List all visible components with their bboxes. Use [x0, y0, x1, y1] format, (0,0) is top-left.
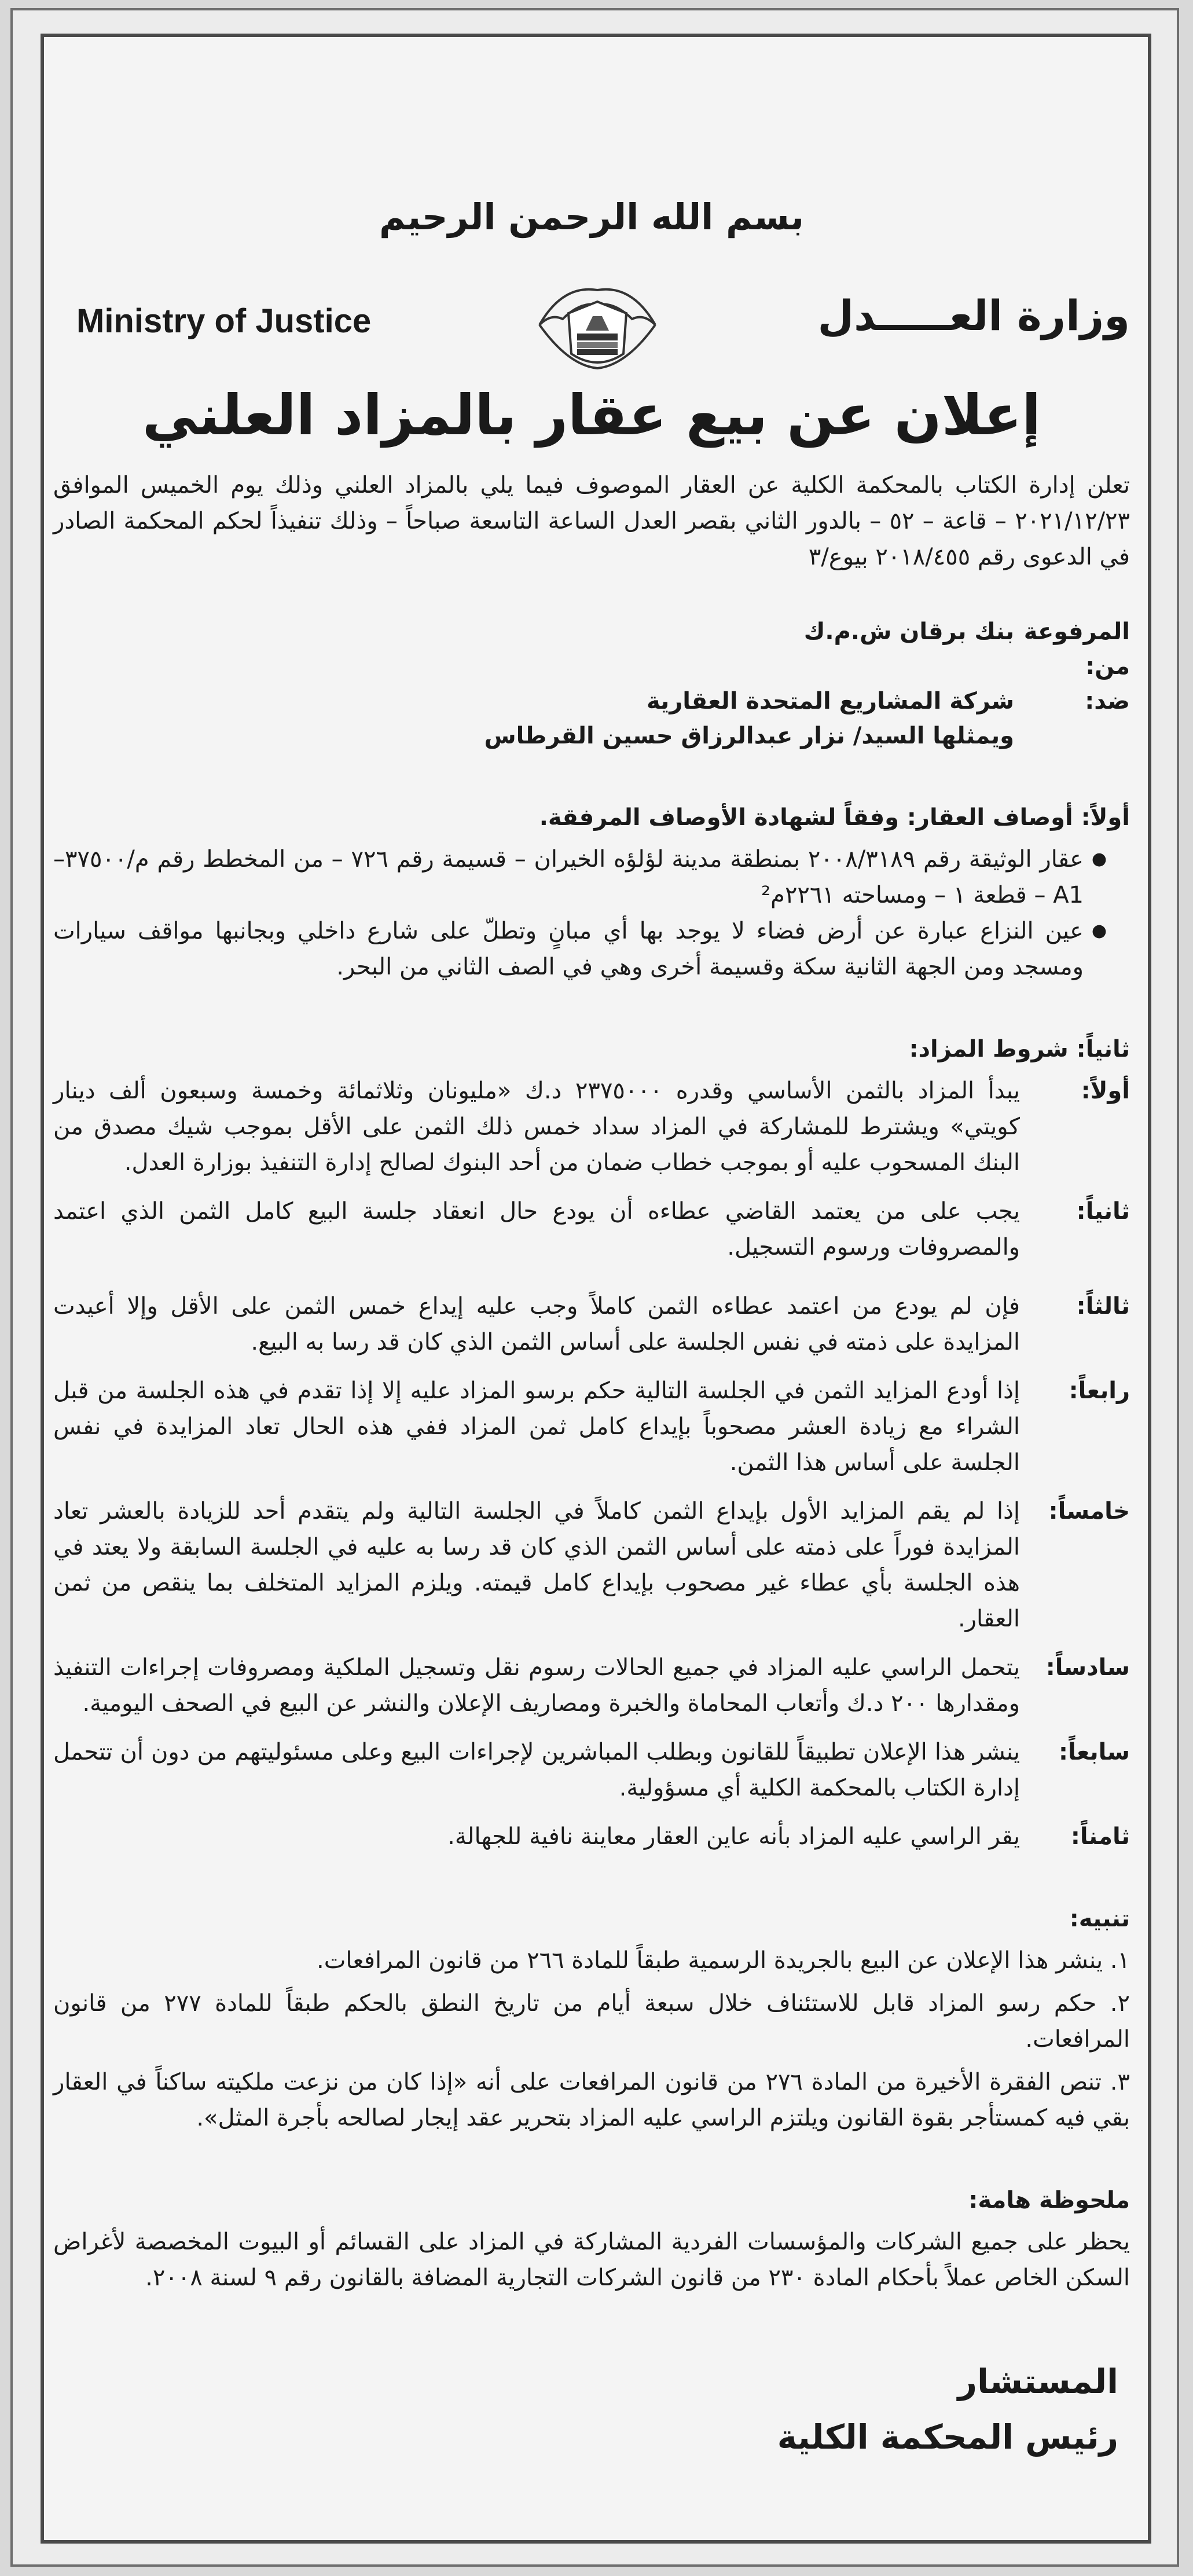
term-label: ثالثاً:	[1076, 1293, 1130, 1320]
party-label: ضد:	[1085, 688, 1130, 714]
party-value: ويمثلها السيد/ نزار عبدالرزاق حسين القرطاس	[484, 723, 1014, 749]
important-note-title: ملحوظة هامة:	[968, 2187, 1130, 2214]
list-item: ٢. حكم رسو المزاد قابل للاستئناف خلال سبعة أيام من تاريخ النطق بالحكم طبقاً للمادة ٢٧٧ من قانون المرافعات.	[53, 1990, 1130, 2053]
list-item: ● عين النزاع عبارة عن أرض فضاء لا يوجد بها أي مبانٍ وتطلّ على شارع داخلي وبجانبها مواقف سيارات ومسجد ومن الجهة الثانية سكة وقسيمة أخرى وهي في الصف الثاني من البحر.	[53, 913, 1107, 985]
term-row	[53, 1193, 1130, 1265]
term-text: يجب على من يعتمد القاضي عطاءه أن يودع حال انعقاد جلسة البيع كامل الثمن الذي اعتمد والمصروفات ورسوم التسجيل.	[53, 1198, 1020, 1260]
party-label	[1014, 719, 1130, 753]
announcement-title: إعلان عن بيع عقار بالمزاد العلني	[142, 383, 1041, 448]
term-text: يبدأ المزاد بالثمن الأساسي وقدره ٢٣٧٥٠٠٠ د.ك «مليونان وثلاثمائة وخمسة وسبعون ألف دينار كويتي» ويشترط للمشاركة في المزاد سداد خمس ذلك الثمن على الأقل بموجب شيك مصدق من البنك المسحوب عليه أو بموجب خطاب ضمان من أحد البنوك لصالح إدارة التنفيذ بوزارة العدل.	[53, 1078, 1021, 1176]
term-label: سادساً:	[1045, 1654, 1130, 1681]
party-value: بنك برقان ش.م.ك	[803, 618, 1014, 645]
term-text: يقر الراسي عليه المزاد بأنه عاين العقار معاينة نافية للجهالة.	[447, 1823, 1020, 1850]
term-text: ينشر هذا الإعلان تطبيقاً للقانون وبطلب المباشرين لإجراءات البيع وعلى مسئوليتهم من دون أن تتحمل إدارة الكتاب بالمحكمة الكلية أي مسؤولية.	[53, 1739, 1020, 1801]
document-content	[53, 196, 1130, 2465]
ministry-name-arabic: وزارة العـــــدل	[817, 291, 1130, 340]
term-label: رابعاً:	[1069, 1377, 1130, 1404]
signature-position: رئيس المحكمة الكلية	[777, 2417, 1118, 2457]
auction-terms-list	[53, 1073, 1130, 1855]
notice-list	[53, 1943, 1130, 2136]
term-label: أولاً:	[1081, 1078, 1130, 1104]
important-note-text: يحظر على جميع الشركات والمؤسسات الفردية المشاركة في المزاد على القسائم أو البيوت المخصصة لأغراض السكن الخاص عملاً بأحكام المادة ٢٣٠ من قانون الشركات التجارية المضافة بالقانون رقم ٩ لسنة ٢٠٠٨.	[53, 2229, 1130, 2291]
auction-terms-title: ثانياً: شروط المزاد:	[909, 1036, 1130, 1062]
term-label: ثانياً:	[1076, 1198, 1130, 1225]
term-row	[53, 1073, 1130, 1181]
term-row	[53, 1734, 1130, 1806]
term-text: إذا لم يقم المزايد الأول بإيداع الثمن كاملاً في الجلسة التالية ولم يتقدم أحد للزيادة بالعشر تعاد المزايدة فوراً على ذمته على أساس الثمن الذي كان قد رسا به عليه في الجلسة السابقة ولا يعتد في هذه الجلسة بأي عطاء غير مصحوب بإيداع كامل قيمته. ويلزم المزايد المتخلف بما ينقص من ثمن العقار.	[53, 1498, 1020, 1632]
list-item: ١. ينشر هذا الإعلان عن البيع بالجريدة الرسمية طبقاً للمادة ٢٦٦ من قانون المرافعات.	[317, 1947, 1130, 1974]
ministry-name-english: Ministry of Justice	[76, 302, 372, 340]
page-frame	[10, 8, 1179, 2567]
term-text: إذا أودع المزايد الثمن في الجلسة التالية حكم برسو المزاد عليه إلا إذا تقدم في هذه الجلسة من قبل الشراء مع زيادة العشر مصحوباً بإيداع كامل ثمن المزاد ففي هذه الحال تعاد المزايدة في نفس الجلسة على أساس هذا الثمن.	[53, 1377, 1020, 1476]
term-row	[53, 1650, 1130, 1721]
property-description-list	[53, 841, 1130, 985]
list-item: ● عقار الوثيقة رقم ٢٠٠٨/٣١٨٩ بمنطقة مدينة لؤلؤه الخيران – قسيمة رقم ٧٢٦ – من المخطط رقم م/٣٧٥٠٠–A1 – قطعة ١ – ومساحته ٢٢٦١م²	[53, 841, 1107, 913]
notice-title: تنبيه:	[1069, 1906, 1130, 1932]
term-row	[53, 1373, 1130, 1481]
parties-block	[53, 614, 1130, 753]
term-label: ثامناً:	[1070, 1823, 1130, 1850]
term-text: فإن لم يودع من اعتمد عطاءه الثمن كاملاً وجب عليه إيداع خمس الثمن على الأقل وإلا أعيدت المزايدة على ذمته في نفس الجلسة على أساس الثمن الذي كان قد رسا به البيع.	[53, 1293, 1020, 1355]
list-item: ٣. تنص الفقرة الأخيرة من المادة ٢٧٦ من قانون المرافعات على أنه «إذا كان من نزعت ملكيته ساكناً في العقار بقي فيه كمستأجر بقوة القانون ويلتزم الراسي عليه المزاد بتحرير عقد إيجار لصالحه بأجرة المثل».	[53, 2069, 1130, 2131]
term-row	[53, 1493, 1130, 1637]
ministry-header	[53, 279, 1130, 377]
party-value: شركة المشاريع المتحدة العقارية	[647, 688, 1014, 714]
term-row	[53, 1819, 1130, 1855]
party-row	[53, 614, 1130, 684]
kuwait-emblem-icon	[528, 279, 667, 377]
party-row	[53, 684, 1130, 719]
term-text: يتحمل الراسي عليه المزاد في جميع الحالات رسوم نقل وتسجيل الملكية ومصروفات إجراءات التنفيذ ومقدارها ٢٠٠ د.ك وأتعاب المحاماة والخبرة ومصاريف الإعلان والنشر عن البيع في الصحف اليومية.	[53, 1654, 1020, 1717]
term-row	[53, 1288, 1130, 1360]
party-label: المرفوعة من:	[1023, 618, 1130, 680]
intro-paragraph: تعلن إدارة الكتاب بالمحكمة الكلية عن العقار الموصوف فيما يلي بالمزاد العلني وذلك يوم الخميس الموافق ٢٠٢١/١٢/٢٣ – قاعة – ٥٢ – بالدور الثاني بقصر العدل الساعة التاسعة صباحاً – وذلك تنفيذاً لحكم المحكمة الصادر في الدعوى رقم ٢٠١٨/٤٥٥ بيوع/٣	[53, 472, 1130, 570]
party-row	[53, 719, 1130, 753]
property-description-title: أولاً: أوصاف العقار: وفقاً لشهادة الأوصاف المرفقة.	[539, 804, 1130, 831]
signature-title: المستشار	[957, 2362, 1118, 2401]
term-label: سابعاً:	[1059, 1739, 1130, 1765]
term-label: خامساً:	[1048, 1498, 1130, 1525]
signature-block	[53, 2354, 1130, 2465]
basmala: بسم الله الرحمن الرحيم	[379, 196, 805, 238]
